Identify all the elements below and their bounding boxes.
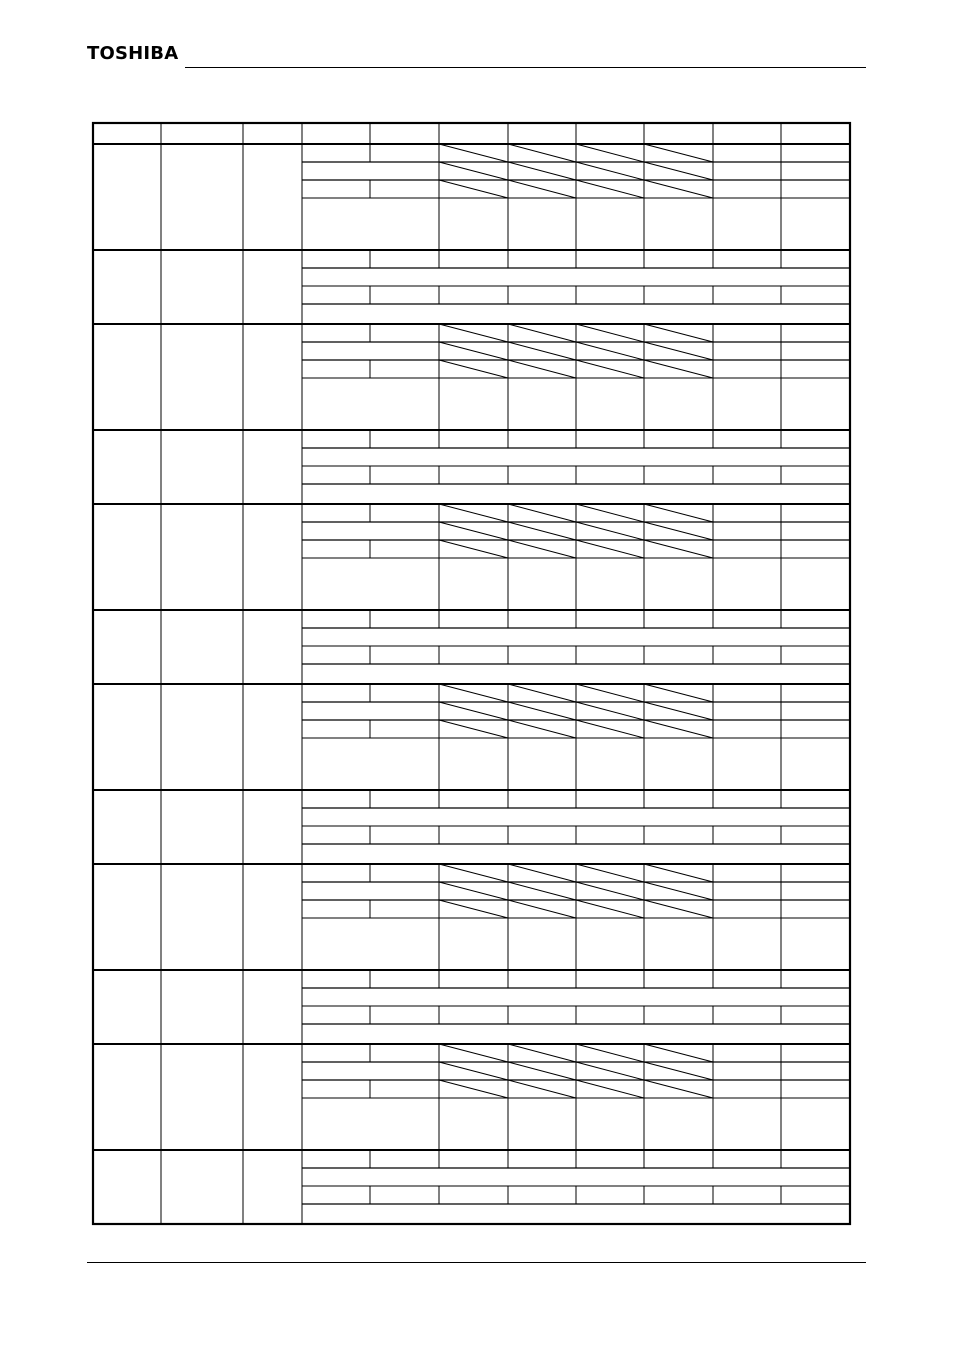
unused-bit-hatch [508,522,576,540]
unused-bit-hatch [439,684,508,702]
unused-bit-hatch [576,882,644,900]
unused-bit-hatch [439,342,508,360]
unused-bit-hatch [576,720,644,738]
table-frame [93,123,850,1224]
unused-bit-hatch [508,504,576,522]
unused-bit-hatch [644,1062,713,1080]
unused-bit-hatch [576,1062,644,1080]
unused-bit-hatch [576,1080,644,1098]
unused-bit-hatch [508,360,576,378]
unused-bit-hatch [508,684,576,702]
unused-bit-hatch [439,1080,508,1098]
unused-bit-hatch [576,144,644,162]
unused-bit-hatch [508,180,576,198]
unused-bit-hatch [439,522,508,540]
unused-bit-hatch [576,360,644,378]
unused-bit-hatch [644,702,713,720]
unused-bit-hatch [508,324,576,342]
unused-bit-hatch [644,684,713,702]
unused-bit-hatch [439,360,508,378]
unused-bit-hatch [576,504,644,522]
unused-bit-hatch [508,900,576,918]
unused-bit-hatch [439,882,508,900]
unused-bit-hatch [576,702,644,720]
unused-bit-hatch [508,1044,576,1062]
unused-bit-hatch [644,522,713,540]
unused-bit-hatch [576,324,644,342]
unused-bit-hatch [439,540,508,558]
unused-bit-hatch [439,900,508,918]
unused-bit-hatch [508,144,576,162]
unused-bit-hatch [508,864,576,882]
unused-bit-hatch [644,144,713,162]
unused-bit-hatch [576,162,644,180]
unused-bit-hatch [644,162,713,180]
unused-bit-hatch [644,324,713,342]
unused-bit-hatch [508,702,576,720]
unused-bit-hatch [576,684,644,702]
unused-bit-hatch [439,162,508,180]
unused-bit-hatch [439,324,508,342]
unused-bit-hatch [508,1080,576,1098]
unused-bit-hatch [644,882,713,900]
unused-bit-hatch [439,1044,508,1062]
unused-bit-hatch [576,900,644,918]
unused-bit-hatch [439,720,508,738]
unused-bit-hatch [644,1044,713,1062]
unused-bit-hatch [508,162,576,180]
unused-bit-hatch [439,180,508,198]
unused-bit-hatch [644,360,713,378]
footer-rule [87,1262,866,1263]
unused-bit-hatch [644,900,713,918]
unused-bit-hatch [576,522,644,540]
unused-bit-hatch [508,882,576,900]
brand-logo: TOSHIBA [87,43,179,64]
unused-bit-hatch [439,864,508,882]
unused-bit-hatch [508,1062,576,1080]
unused-bit-hatch [644,342,713,360]
unused-bit-hatch [576,540,644,558]
unused-bit-hatch [644,864,713,882]
unused-bit-hatch [644,1080,713,1098]
unused-bit-hatch [439,702,508,720]
unused-bit-hatch [576,180,644,198]
unused-bit-hatch [508,540,576,558]
unused-bit-hatch [508,720,576,738]
unused-bit-hatch [439,1062,508,1080]
unused-bit-hatch [644,504,713,522]
unused-bit-hatch [508,342,576,360]
unused-bit-hatch [644,180,713,198]
unused-bit-hatch [576,1044,644,1062]
unused-bit-hatch [576,864,644,882]
unused-bit-hatch [644,720,713,738]
unused-bit-hatch [439,144,508,162]
unused-bit-hatch [644,540,713,558]
unused-bit-hatch [576,342,644,360]
unused-bit-hatch [439,504,508,522]
